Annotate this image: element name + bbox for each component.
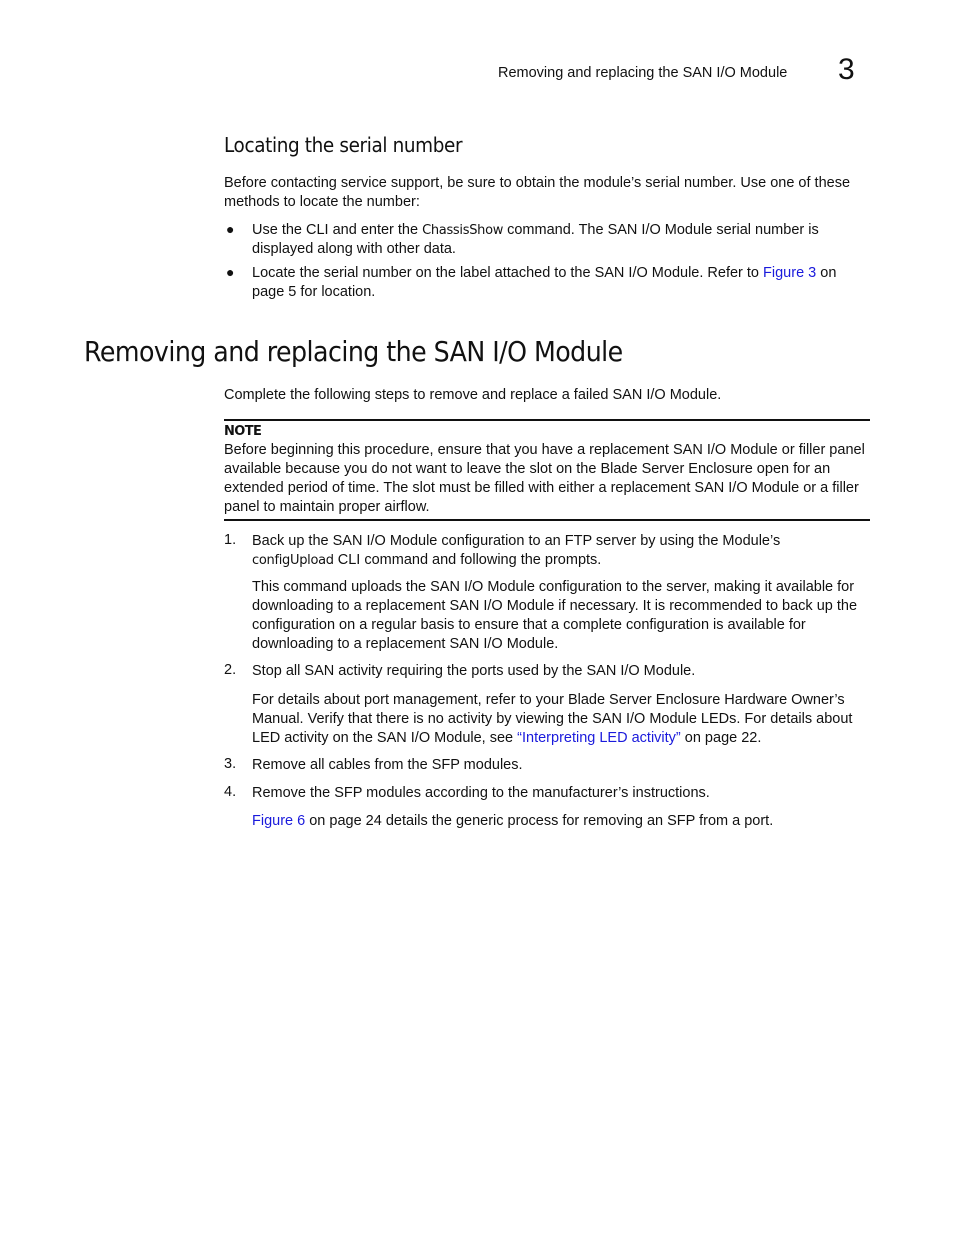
link-figure-6[interactable]: Figure 6 [252,813,306,829]
step-4-text: Remove the SFP modules according to the manufacturer’s instructions. [252,785,710,801]
chapter-number: 3 [838,53,855,86]
step-3-text: Remove all cables from the SFP modules. [252,757,523,773]
step-1-text: Back up the SAN I/O Module configuration to an FTP server by using the Module’s configUpload CLI command and following the prompts. [252,533,781,568]
note-bottom-rule [224,519,870,521]
step-number: 2. [224,662,237,678]
command-chassisshow: ChassisShow [422,223,504,238]
link-figure-3[interactable]: Figure 3 [763,265,817,281]
step-2-text: Stop all SAN activity requiring the ports used by the SAN I/O Module. [252,663,696,679]
command-configupload: configUpload [252,553,334,568]
note-text: Before beginning this procedure, ensure that you have a replacement SAN I/O Module or filler panel available because you do not want to leave the slot on the Blade Server Enclosure open for an extended period of time. The slot must be filled with either a replacement SAN I/O Module or a filler panel to maintain proper airflow. [224,442,865,515]
link-interpreting-led-activity[interactable]: “Interpreting LED activity” [517,730,681,746]
bullet-icon: ● [226,264,235,280]
locating-intro: Before contacting service support, be sure to obtain the module’s serial number. Use one of these methods to locate the number: [224,175,851,210]
running-header-title: Removing and replacing the SAN I/O Module [498,65,788,81]
note-label: NOTE [224,424,262,439]
step-number: 1. [224,532,237,548]
step-number: 3. [224,756,237,772]
bullet-item-label: Locate the serial number on the label attached to the SAN I/O Module. Refer to Figure 3 on page 5 for location. [252,265,837,300]
step-4-detail: Figure 6 on page 24 details the generic process for removing an SFP from a port. [252,813,774,829]
removing-intro: Complete the following steps to remove and replace a failed SAN I/O Module. [224,387,722,403]
step-number: 4. [224,784,237,800]
section-heading-locating: Locating the serial number [224,133,463,157]
note-top-rule [224,419,870,421]
section-heading-removing: Removing and replacing the SAN I/O Module [84,336,623,368]
step-2-detail: For details about port management, refer to your Blade Server Enclosure Hardware Owner’s Manual. Verify that there is no activity by viewing the SAN I/O Module LEDs. For details about LED activity on the SAN I/O Module, see “Interpreting LED activity” on page 22. [252,692,853,746]
step-1-detail: This command uploads the SAN I/O Module configuration to the server, making it available for downloading to a replacement SAN I/O Module if necessary. It is recommended to back up the configuration on a regular basis to ensure that a complete configuration is available for downloading to a replacement SAN I/O Module. [252,579,858,652]
bullet-icon: ● [226,221,235,237]
bullet-item-chassisshow: Use the CLI and enter the ChassisShow command. The SAN I/O Module serial number is displayed along with other data. [252,222,819,257]
